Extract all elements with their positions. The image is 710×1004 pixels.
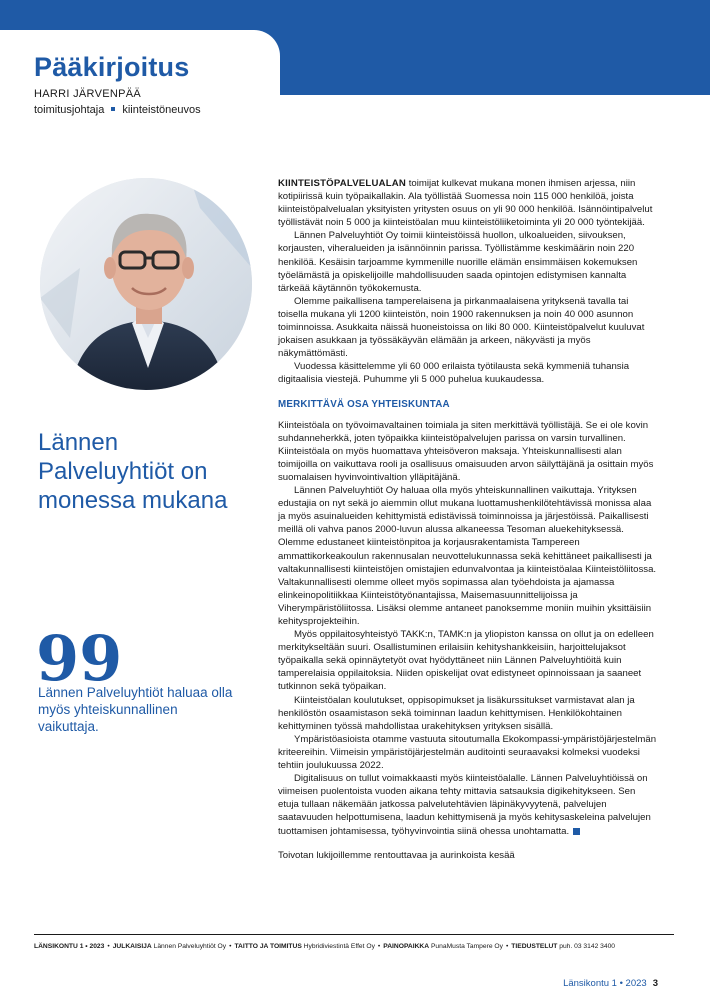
quote-mark-icon: 99 (36, 622, 123, 695)
colophon-contact: puh. 03 3142 3400 (559, 943, 616, 950)
bullet-icon (111, 107, 115, 111)
pull-quote: Lännen Palveluyhtiöt haluaa olla myös yhteiskunnallinen vaikuttaja. (38, 685, 233, 734)
article-body (278, 177, 658, 862)
sidebar-headline: Lännen Palveluyhtiöt on monessa mukana (38, 429, 228, 514)
article-subheading: MERKITTÄVÄ OSA YHTEISKUNTAA (278, 398, 450, 410)
footer-rule (34, 934, 674, 935)
role-ceo: toimitusjohtaja (34, 104, 105, 116)
article-paragraph: Kiinteistöalan koulutukset, oppisopimukset ja lisäkurssitukset varmistavat alan ja henkilöstön osaamistason sekä toiminnan laadun kehittymisen. Henkilökohtainen kehittyminen työssä mahdollistaa urakehityksen yrityksen sisällä. (278, 694, 635, 732)
author-portrait (40, 178, 252, 390)
page-issue: Länsikontu 1 • 2023 (563, 978, 647, 989)
colophon-issue: LÄNSIKONTU 1 • 2023 (34, 943, 105, 950)
portrait-image (40, 178, 252, 390)
colophon-publisher: Lännen Palveluyhtiöt Oy (153, 943, 227, 950)
article-paragraph: Ympäristöasioista otamme vastuuta sitoutumalla Ekokompassi-ympäristöjärjestelmän kriteereihin. Viimeisin ympäristöjärjestelmän auditointi seuraavaksi kolmeksi vuodeksi tehtiin joulukuussa 2022. (278, 733, 657, 772)
end-mark-icon (573, 828, 580, 835)
page-footer (563, 978, 658, 989)
article-paragraph: Digitalisuus on tullut voimakkaasti myös kiinteistöalalle. Lännen Palveluyhtiöissä on viimeisen puolentoista vuoden aikana tehty mittavia satsauksia digikehitykseen. Sen etuja tullaan näkemään jatkossa palvelutehtävien läpinäkyvyytenä, palvelujen saatavuuden helpottumisena, laadun kehittymisenä ja myös kehitysaskeleina palvelujen tuottamisen johtamisessa, työhyvinvointia siinä ohessa unohtamatta. (278, 773, 651, 837)
colophon: LÄNSIKONTU 1 • 2023 • JULKAISIJA Lännen Palveluyhtiöt Oy • TAITTO JA TOIMITUS Hybridiviestintä Effet Oy • PAINOPAIKKA PunaMusta Tampere Oy • TIEDUSTELUT puh. 03 3142 3400 (34, 943, 616, 950)
article-paragraph: Vuodessa käsittelemme yli 60 000 erilaista työtilausta sekä kymmeniä tuhansia digitaalisia viestejä. Puhumme yli 5 000 puhelua kuukaudessa. (278, 361, 630, 386)
colophon-print: PunaMusta Tampere Oy (430, 943, 503, 950)
article-paragraph: KIINTEISTÖPALVELUALAN toimijat kulkevat mukana monen ihmisen arjessa, niin kotipiirissä kuin työpaikallakin. Ala työllistää Suomessa noin 115 000 henkilöä, joista kiinteistöpalvelualan yksityisten yritysten osuus on yli 90 000 henkilöä. Isännöintipalvelut työllistävät noin 5 000 ja kiinteistöalan muu kiinteistöliiketoiminta yli 20 000 työntekijää. (278, 178, 653, 229)
article-paragraph: Olemme paikallisena tamperelaisena ja pirkanmaalaisena yrityksenä tavalla tai toisella mukana yli 1200 kiinteistön, noin 1900 rakennuksen ja noin 40 000 asunnon toiminnoissa. Asukkaita näissä huoneistoissa on liki 80 000. Kiinteistöpalvelut kuuluvat jokaisen asukkaan ja työssäkäyvän elämään ja arkeen, näkyvästi ja myös näkymättömästi. (278, 295, 645, 360)
author-name: HARRI JÄRVENPÄÄ (34, 88, 141, 100)
lead-caps: KIINTEISTÖPALVELUALAN (278, 178, 407, 189)
article-paragraph: Kiinteistöala on työvoimavaltainen toimiala ja siten merkittävä työllistäjä. Se ei ole kovin suhdanneherkkä, joten työpaikka kiinteistöpalvelujen parissa on varsin turvallinen. Kiinteistöala on myös huomattava yhteisöveron maksaja. Yhteiskunnallisesti alan toimijoilla on vaikuttava rooli ja osallisuus omaisuuden arvon säilyttäjänä ja osittain myös suomalaisen hyvinvointivaltion ylläpitäjänä. (278, 419, 654, 483)
role-counsellor: kiinteistöneuvos (122, 104, 201, 116)
closing-line: Toivotan lukijoillemme rentouttavaa ja aurinkoista kesää (278, 849, 515, 861)
colophon-layout: Hybridiviestintä Effet Oy (303, 943, 375, 950)
section-title: Pääkirjoitus (34, 52, 190, 82)
author-role (34, 104, 201, 116)
article-paragraph: Myös oppilaitosyhteistyö TAKK:n, TAMK:n ja yliopiston kanssa on ollut ja on edelleen merkitykseltään suuri. Osallistuminen erilaisiin kehityshankkeisiin, harjoittelujaksot työpaikalla sekä opinnäytetyöt ovat hyödyttäneet niin Lännen Palveluyhtiöitä kuin tamperelaisia oppilaitoksia. Niiden opiskelijat ovat edistyneet opinnoissaan ja saaneet tutkinnon sekä työpaikan. (278, 629, 654, 693)
article-paragraph: Lännen Palveluyhtiöt Oy haluaa olla myös yhteiskunnallinen vaikuttaja. Yrityksen edustajia on nyt sekä jo aiemmin ollut mukana luottamushenkilötehtävissä monissa alaa ja myös asuinalueiden kehittymistä edistävissä toiminnoissa ja järjestöissä. Paikallisesti meillä oli vahva panos 2000-luvun alussa alkaneessa Tesoman aluekehityksessä. Olemme edustaneet kiinteistönpitoa ja korjausrakentamista Tampereen ammattikorkeakoulun rakennusalan neuvottelukunnassa sekä kehittäneet paikallisesti ja valtakunnallisesti kiinteistöjen omistajien edunvalvontaa ja kiinteistöalaa Kiinteistöliitossa. Valtakunnallisesti olemme olleet myös sopimassa alan työehdoista ja ajamassa elinkeinopolitiikkaa Kiinteistötyönantajissa, Maisemasuunnittelijoissa ja Viherympäristöliitossa. Lisäksi olemme antaneet panoksemme moniin muihin yksittäisiin kehitysprojekteihin. (278, 485, 657, 627)
article-paragraph: Lännen Palveluyhtiöt Oy toimii kiinteistöissä huollon, ulkoalueiden, siivouksen, korjausten, viheralueiden ja isännöinnin parissa. Työllistämme keskimäärin noin 220 henkilöä. Kesäisin tarjoamme kymmenille nuorille elämän ensimmäisen kokemuksen työelämästä ja opiskelijoille mahdollisuuden saada opintojen edistymisen kannalta tärkeää käytännön työkokemusta. (278, 230, 638, 294)
page-number: 3 (652, 978, 658, 989)
